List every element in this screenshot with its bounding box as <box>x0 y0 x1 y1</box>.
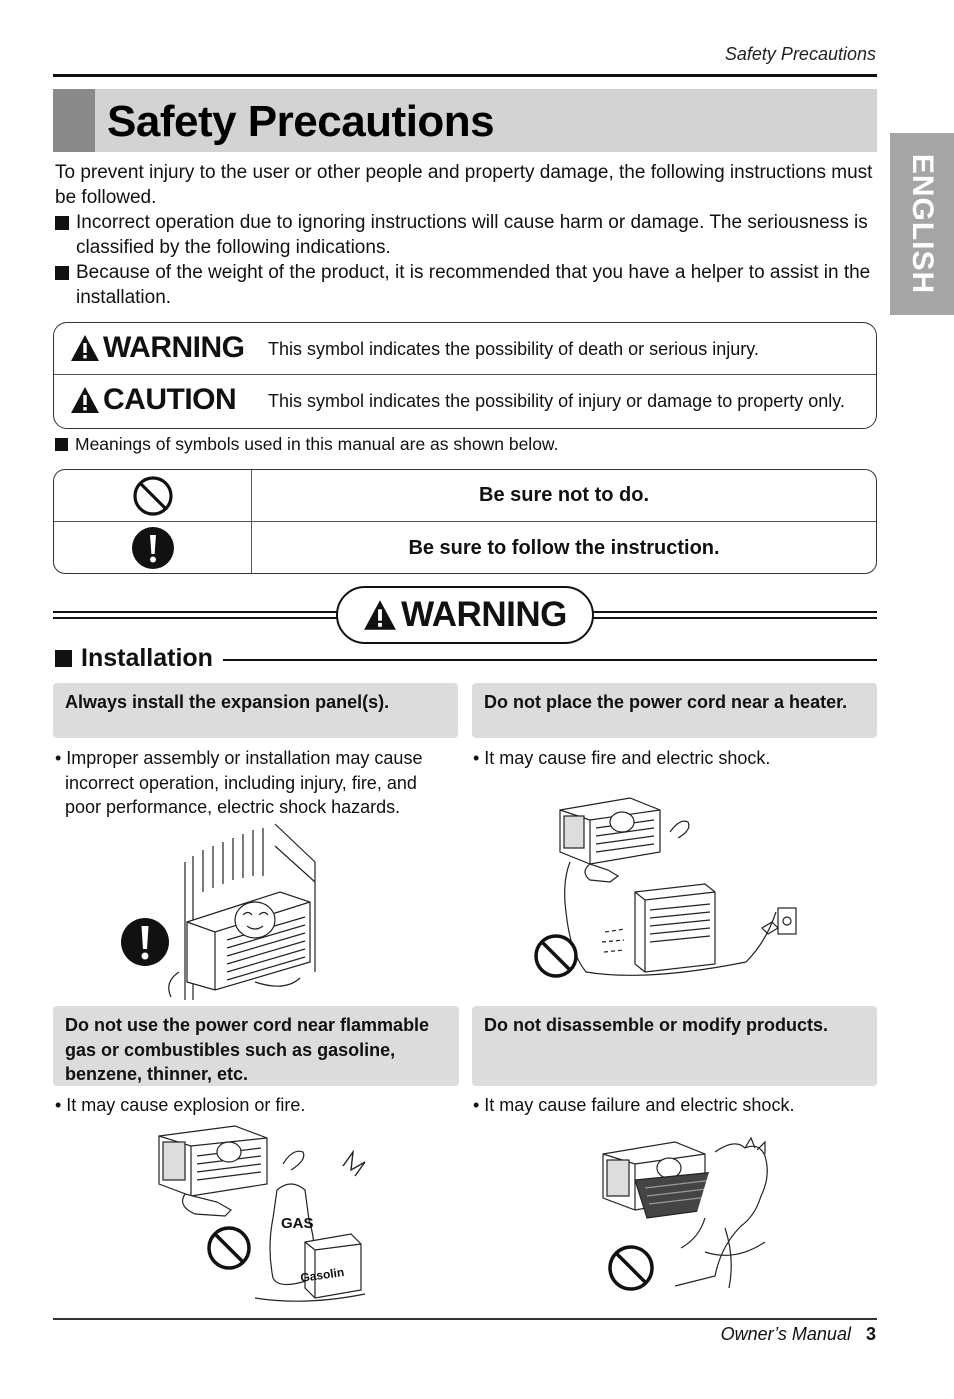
title-bar <box>53 89 877 152</box>
banner-rule <box>53 617 338 619</box>
item-note: • It may cause fire and electric shock. <box>473 748 771 768</box>
table-row <box>54 522 876 574</box>
header-rule <box>53 74 877 77</box>
ac-near-gas-illustration <box>155 1122 370 1304</box>
footer-manual-title: Owner’s Manual <box>720 1324 851 1344</box>
square-bullet-icon <box>55 266 69 280</box>
intro-bullet <box>55 210 877 260</box>
running-header: Safety Precautions <box>724 44 876 64</box>
section-heading <box>55 643 877 673</box>
item-note: • Improper assembly or installation may cause incorrect operation, including injury, fire, and poor performance, electric shock hazards. <box>55 748 423 817</box>
meanings-intro-text: Meanings of symbols used in this manual are as shown below. <box>75 434 559 454</box>
mandatory-icon <box>121 918 169 966</box>
prohibited-icon <box>209 1228 249 1268</box>
item-heading: Do not disassemble or modify products. <box>484 1015 829 1035</box>
item-heading-box <box>472 683 877 738</box>
meanings-intro <box>55 434 558 455</box>
caution-description: This symbol indicates the possibility of injury or damage to property only. <box>268 391 845 411</box>
prohibited-icon <box>610 1247 652 1289</box>
intro-paragraph: To prevent injury to the user or other people and property damage, the following instructions must be followed. <box>55 162 873 208</box>
disassemble-ac-illustration <box>595 1132 785 1300</box>
warning-label-text: WARNING <box>103 331 245 364</box>
caution-label <box>70 383 236 417</box>
intro-bullet <box>55 260 877 310</box>
item-heading-box <box>472 1006 877 1086</box>
language-tab <box>890 133 954 315</box>
warning-label <box>70 331 245 365</box>
prohibited-icon <box>536 936 576 976</box>
window-ac-expansion-panel-illustration <box>115 822 320 1006</box>
prohibited-icon-cell <box>54 470 252 521</box>
footer <box>600 1324 876 1345</box>
warning-legend-row <box>54 323 876 375</box>
item-note: • It may cause explosion or fire. <box>55 1095 306 1115</box>
item-heading: Do not use the power cord near flammable gas or combustibles such as gasoline, benzene, thinner, etc. <box>65 1015 430 1084</box>
warning-banner <box>336 586 594 644</box>
banner-rule <box>592 617 877 619</box>
banner-rule <box>53 611 338 613</box>
footer-rule <box>53 1318 877 1320</box>
warning-description: This symbol indicates the possibility of death or serious injury. <box>268 339 759 359</box>
banner-rule <box>592 611 877 613</box>
prohibited-icon <box>132 475 174 517</box>
mandatory-meaning: Be sure to follow the instruction. <box>408 536 720 559</box>
page-number: 3 <box>865 1324 876 1344</box>
item-heading-box <box>53 683 458 738</box>
square-bullet-icon <box>55 438 68 451</box>
page-title: Safety Precautions <box>107 97 495 146</box>
mandatory-icon <box>131 526 175 570</box>
intro-bullet-text: Because of the weight of the product, it is recommended that you have a helper to assist in the installation. <box>76 262 871 308</box>
symbol-meanings-table <box>53 469 877 574</box>
caution-triangle-icon <box>70 386 100 414</box>
warning-triangle-icon <box>363 599 397 631</box>
table-row <box>54 470 876 522</box>
item-heading-box <box>53 1006 459 1086</box>
item-heading: Do not place the power cord near a heater. <box>484 692 848 712</box>
caution-label-text: CAUTION <box>103 383 237 416</box>
intro-text <box>55 160 877 310</box>
section-title: Installation <box>81 643 213 672</box>
gasoline-label: Gasolin <box>299 1264 346 1285</box>
mandatory-icon-cell <box>54 522 252 574</box>
symbol-legend-box <box>53 322 877 429</box>
square-bullet-icon <box>55 650 72 667</box>
section-rule <box>223 659 877 661</box>
prohibited-meaning: Be sure not to do. <box>479 484 649 506</box>
language-tab-label: ENGLISH <box>906 153 939 295</box>
gas-label: GAS <box>281 1215 314 1232</box>
item-heading: Always install the expansion panel(s). <box>65 692 390 712</box>
title-tab-marker <box>53 89 95 152</box>
square-bullet-icon <box>55 216 69 230</box>
intro-bullet-text: Incorrect operation due to ignoring instructions will cause harm or damage. The seriousness is classified by the following indications. <box>76 212 868 258</box>
caution-legend-row <box>54 375 876 427</box>
warning-banner-text: WARNING <box>401 595 567 634</box>
warning-triangle-icon <box>70 334 100 362</box>
item-note: • It may cause failure and electric shock. <box>473 1095 795 1115</box>
ac-cord-near-heater-illustration <box>530 792 800 984</box>
